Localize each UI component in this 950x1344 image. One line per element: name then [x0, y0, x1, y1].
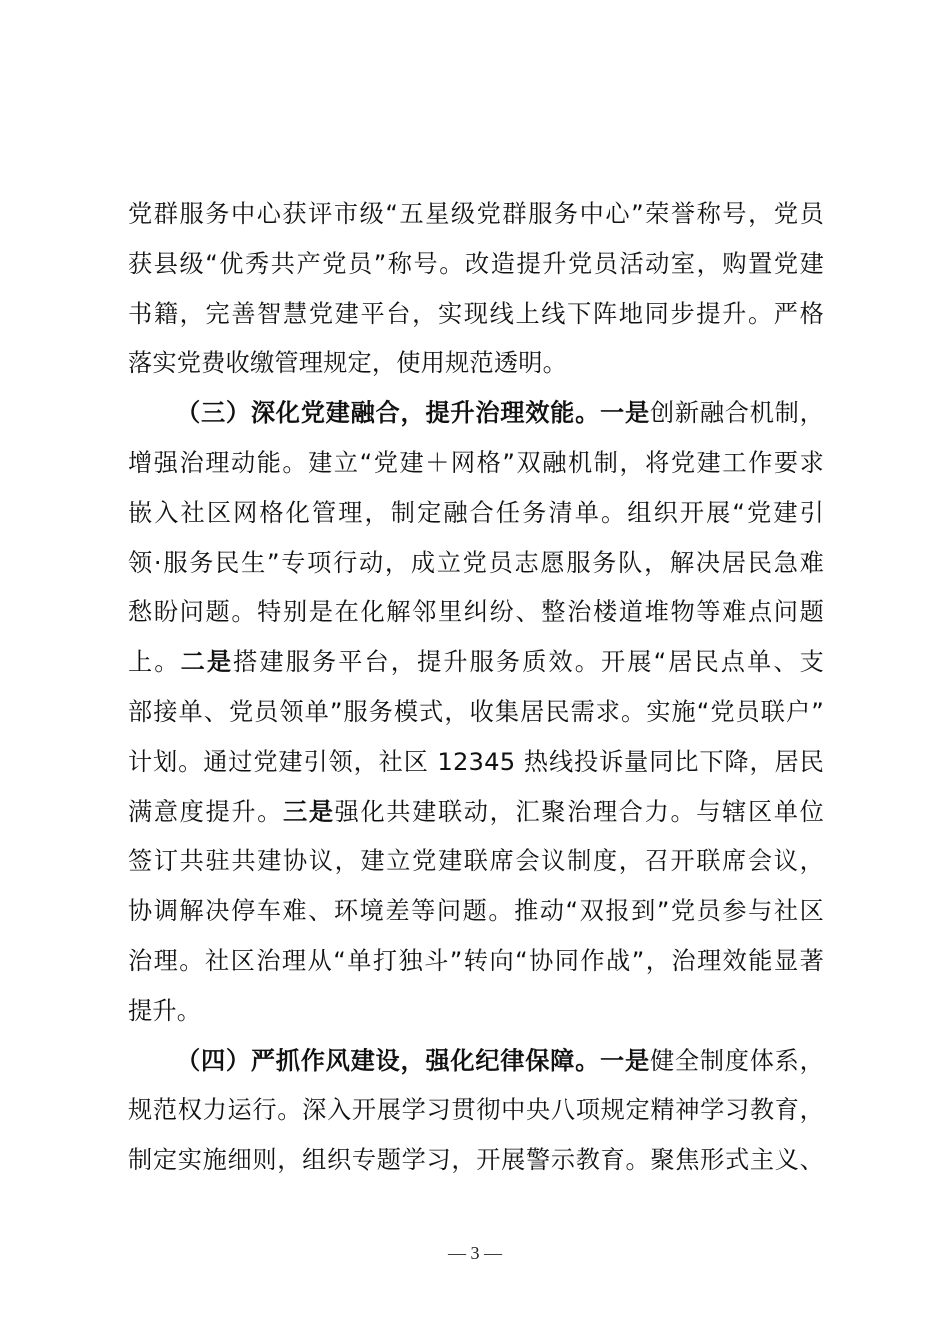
text-line: 增强治理动能。建立“党建＋网格”双融机制，将党建工作要求 — [128, 448, 824, 477]
text-run: 创新融合机制， — [649, 399, 824, 428]
text-line: 签订共驻共建协议，建立党建联席会议制度，召开联席会议， — [128, 847, 824, 876]
text-run: 健全制度体系， — [649, 1046, 824, 1075]
text-run: 搭建服务平台，提升服务质效。开展“居民点单、支 — [233, 648, 824, 677]
text-line: 领·服务民生”专项行动，成立党员志愿服务队，解决居民急难 — [128, 548, 824, 577]
point-lead: 一是 — [600, 399, 650, 428]
text-line: 部接单、党员领单”服务模式，收集居民需求。实施“党员联户” — [128, 697, 824, 726]
text-line — [128, 389, 824, 439]
text-line: 治理。社区治理从“单打独斗”转向“协同作战”，治理效能显著 — [128, 946, 824, 975]
text-line: 书籍，完善智慧党建平台，实现线上线下阵地同步提升。严格 — [128, 299, 824, 328]
text-line: 愁盼问题。特别是在化解邻里纠纷、整治楼道堆物等难点问题 — [128, 598, 824, 627]
text-line: 落实党费收缴管理规定，使用规范透明。 — [128, 349, 567, 378]
section-heading: （四）严抓作风建设，强化纪律保障。 — [176, 1046, 601, 1075]
text-run: 上。 — [128, 648, 181, 677]
text-run: 满意度提升。 — [128, 797, 283, 826]
point-lead: 二是 — [180, 648, 234, 677]
text-line: 提升。 — [128, 996, 202, 1025]
text-line — [128, 788, 824, 838]
text-run: 强化共建联动，汇聚治理合力。与辖区单位 — [334, 797, 824, 826]
text-line: 计划。通过党建引领，社区 12345 热线投诉量同比下降，居民 — [128, 747, 824, 776]
point-lead: 一是 — [600, 1046, 650, 1075]
text-line: 党群服务中心获评市级“五星级党群服务中心”荣誉称号，党员 — [128, 200, 824, 228]
text-line — [128, 1037, 824, 1087]
text-line — [128, 638, 824, 688]
paragraph-1 — [128, 190, 824, 389]
text-line: 嵌入社区网格化管理，制定融合任务清单。组织开展“党建引 — [128, 498, 824, 527]
text-line: 规范权力运行。深入开展学习贯彻中央八项规定精神学习教育， — [128, 1096, 824, 1125]
paragraph-2 — [128, 389, 824, 1036]
point-lead: 三是 — [282, 797, 335, 826]
text-line: 制定实施细则，组织专题学习，开展警示教育。聚焦形式主义、 — [128, 1146, 824, 1175]
document-body — [128, 190, 824, 1186]
text-line: 获县级“优秀共产党员”称号。改造提升党员活动室，购置党建 — [128, 249, 824, 278]
paragraph-3 — [128, 1037, 824, 1186]
page-number: — 3 — — [448, 1243, 502, 1263]
section-heading: （三）深化党建融合，提升治理效能。 — [176, 399, 601, 428]
text-line: 协调解决停车难、环境差等问题。推动“双报到”党员参与社区 — [128, 897, 824, 926]
